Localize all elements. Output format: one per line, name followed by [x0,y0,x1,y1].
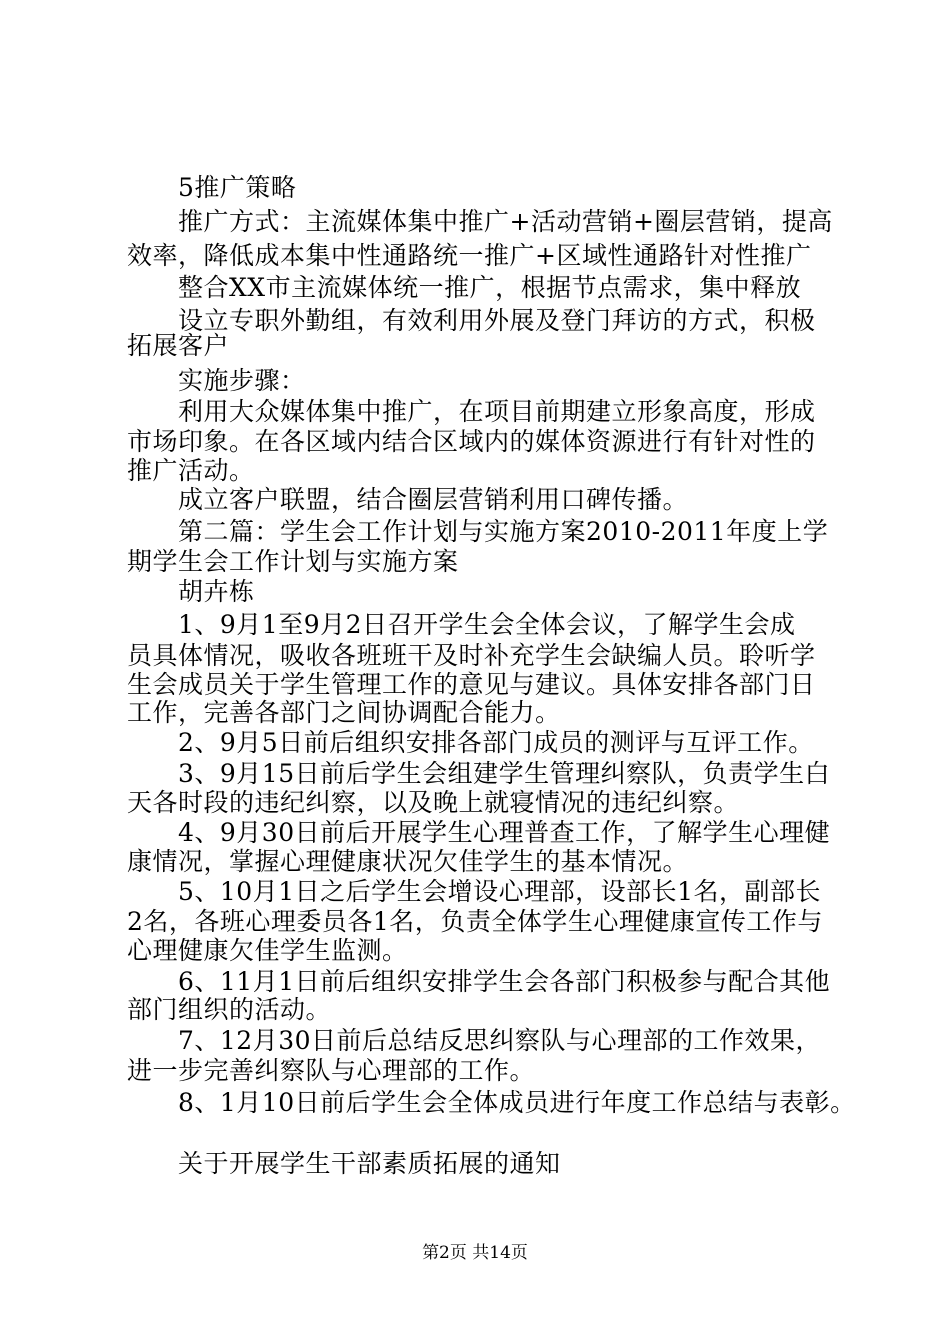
text-line: 设立专职外勤组，有效利用外展及登门拜访的方式，积极 [178,306,816,335]
text-line: 天各时段的违纪纠察，以及晚上就寝情况的违纪纠察。 [127,788,740,817]
text-line: 利用大众媒体集中推广，在项目前期建立形象高度，形成 [178,397,816,426]
text-line: 8、1月10日前后学生会全体成员进行年度工作总结与表彰。 [178,1088,856,1117]
text-line: 心理健康欠佳学生监测。 [127,936,408,965]
text-line: 推广活动。 [127,456,255,485]
text-line: 实施步骤： [178,366,306,395]
text-line: 2、9月5日前后组织安排各部门成员的测评与互评工作。 [178,728,814,757]
text-line: 员具体情况，吸收各班班干及时补充学生会缺编人员。聆听学 [127,641,816,670]
text-line: 3、9月15日前后学生会组建学生管理纠察队，负责学生白 [178,759,831,788]
text-line: 工作，完善各部门之间协调配合能力。 [127,698,561,727]
text-line: 部门组织的活动。 [127,995,332,1024]
text-line: 4、9月30日前后开展学生心理普查工作，了解学生心理健 [178,818,831,847]
text-line: 7、12月30日前后总结反思纠察队与心理部的工作效果， [178,1026,822,1055]
text-line: 康情况，掌握心理健康状况欠佳学生的基本情况。 [127,847,689,876]
text-line: 5推广策略 [178,173,297,202]
text-line: 第二篇：学生会工作计划与实施方案2010-2011年度上学 [178,517,829,546]
text-line: 推广方式：主流媒体集中推广+活动营销+圈层营销，提高 [178,207,833,236]
page-footer: 第2页 共14页 [422,1243,528,1263]
text-line: 5、10月1日之后学生会增设心理部，设部长1名，副部长 [178,877,822,906]
text-line: 生会成员关于学生管理工作的意见与建议。具体安排各部门日 [127,670,816,699]
text-line: 关于开展学生干部素质拓展的通知 [178,1149,561,1178]
text-line: 市场印象。在各区域内结合区域内的媒体资源进行有针对性的 [127,427,816,456]
text-line: 1、9月1至9月2日召开学生会全体会议，了解学生会成 [178,610,796,639]
text-line: 成立客户联盟，结合圈层营销利用口碑传播。 [178,485,689,514]
text-line: 6、11月1日前后组织安排学生会各部门积极参与配合其他 [178,967,831,996]
text-line: 2名，各班心理委员各1名，负责全体学生心理健康宣传工作与 [127,907,823,936]
text-line: 拓展客户 [127,331,230,360]
text-line: 胡卉栋 [178,577,255,606]
text-line: 整合XX市主流媒体统一推广，根据节点需求，集中释放 [178,273,802,302]
text-line: 期学生会工作计划与实施方案 [127,547,459,576]
text-line: 进一步完善纠察队与心理部的工作。 [127,1056,536,1085]
text-line: 效率，降低成本集中性通路统一推广+区域性通路针对性推广 [127,241,812,270]
